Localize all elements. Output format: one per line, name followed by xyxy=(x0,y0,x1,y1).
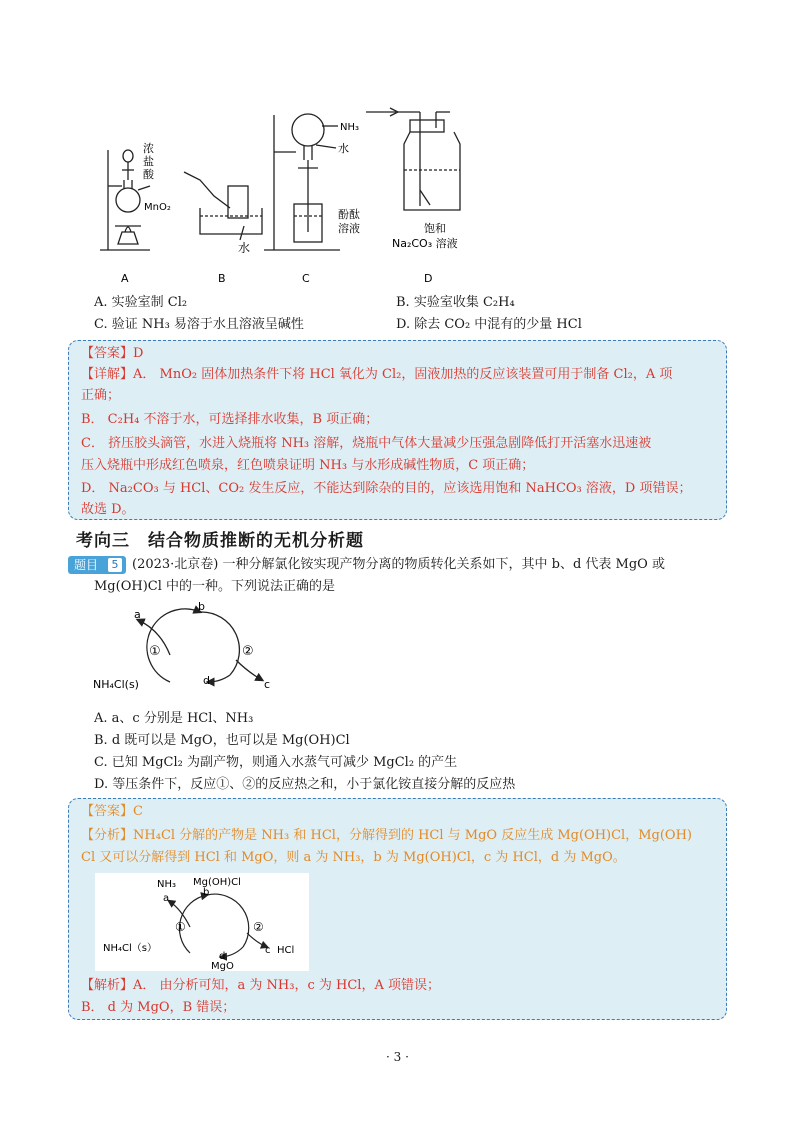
question-tag xyxy=(68,556,126,574)
q4-detail-line-3: B． C₂H₄ 不溶于水，可选择排水收集，B 项正确； xyxy=(81,412,379,427)
q5-stem-line-1: (2023·北京卷) 一种分解氯化铵实现产物分离的物质转化关系如下，其中 b、d 代表 MgO 或 xyxy=(132,557,665,572)
label-c-1: NH₃ xyxy=(340,122,360,133)
fig-d-bottom: MgO xyxy=(211,961,234,971)
q4-detail-line-6: D． Na₂CO₃ 与 HCl、CO₂ 发生反应，不能达到除杂的目的，应该选用饱和 NaHCO₃ 溶液，D 项错误； xyxy=(81,481,692,496)
q4-answer-box xyxy=(68,340,727,520)
fig-b: b xyxy=(203,887,210,898)
caption-a: A xyxy=(121,272,129,285)
fig-c: c xyxy=(265,945,271,956)
label-a-4: MnO₂ xyxy=(144,202,171,213)
q5-solution-line-2: B． d 为 MgO，B 错误； xyxy=(81,1000,236,1015)
q4-option-a: A. 实验室制 Cl₂ xyxy=(94,295,188,310)
answer-value: C xyxy=(133,804,143,819)
cycle-a: a xyxy=(134,608,141,621)
q4-detail-line-7: 故选 D。 xyxy=(81,502,135,517)
analysis-tag: 【分析】 xyxy=(81,828,134,843)
q4-option-b: B. 实验室收集 C₂H₄ xyxy=(396,295,515,310)
answer-tag: 【答案】 xyxy=(81,804,134,819)
question-number: 5 xyxy=(108,558,122,572)
caption-c: C xyxy=(302,272,310,285)
caption-d: D xyxy=(424,272,433,285)
fig-step-1: ① xyxy=(175,920,186,934)
fig-a: a xyxy=(163,893,170,904)
answer-tag: 【答案】 xyxy=(81,346,134,361)
q5-option-d: D. 等压条件下，反应①、②的反应热之和，小于氯化铵直接分解的反应热 xyxy=(94,777,516,792)
label-a-2: 盐 xyxy=(143,155,154,168)
page-number: · 3 · xyxy=(386,1050,409,1064)
cycle-step-2: ② xyxy=(242,644,254,659)
detail-text: A． MnO₂ 固体加热条件下将 HCl 氧化为 Cl₂，固液加热的反应该装置可用于制备 Cl₂，A 项 xyxy=(133,367,673,382)
fig-c-right: HCl xyxy=(277,945,295,956)
cycle-d: d xyxy=(203,674,210,687)
section-heading: 考向三 结合物质推断的无机分析题 xyxy=(76,531,364,551)
q5-analysis-line-2: Cl 又可以分解得到 HCl 和 MgO，则 a 为 NH₃，b 为 Mg(OH)Cl，c 为 HCl，d 为 MgO。 xyxy=(81,850,626,865)
caption-b: B xyxy=(218,272,226,285)
q5-option-c: C. 已知 MgCl₂ 为副产物，则通入水蒸气可减少 MgCl₂ 的产生 xyxy=(94,755,458,770)
cycle-start: NH₄Cl(s) xyxy=(93,678,139,691)
label-c-3: 酚酞 xyxy=(338,208,360,221)
solution-text: A． 由分析可知，a 为 NH₃，c 为 HCl，A 项错误； xyxy=(133,978,440,993)
apparatus-figure xyxy=(0,0,794,290)
label-a-1: 浓 xyxy=(143,142,154,155)
q5-answer-line xyxy=(81,803,143,821)
q5-solution-line-1 xyxy=(81,977,440,995)
label-d-2: Na₂CO₃ 溶液 xyxy=(392,237,458,250)
q4-detail-line-2: 正确； xyxy=(81,388,121,403)
analysis-figure xyxy=(95,873,309,971)
q5-answer-box xyxy=(68,798,727,1020)
q4-option-c: C. 验证 NH₃ 易溶于水且溶液呈碱性 xyxy=(94,317,304,332)
label-d-1: 饱和 xyxy=(424,222,446,235)
q4-answer-line xyxy=(81,345,143,363)
q4-option-d: D. 除去 CO₂ 中混有的少量 HCl xyxy=(396,317,582,332)
answer-value: D xyxy=(133,346,144,361)
label-c-2: 水 xyxy=(338,142,349,155)
fig-d: d xyxy=(219,951,226,962)
q4-detail-line-1 xyxy=(81,366,672,384)
label-c-4: 溶液 xyxy=(338,222,360,235)
q4-detail-line-5: 压入烧瓶中形成红色喷泉，红色喷泉证明 NH₃ 与水形成碱性物质，C 项正确； xyxy=(81,458,535,473)
q4-detail-line-4: C． 挤压胶头滴管，水进入烧瓶将 NH₃ 溶解，烧瓶中气体大量减少压强急剧降低打开活塞水迅速被 xyxy=(81,436,652,451)
label-a-3: 酸 xyxy=(143,168,154,181)
detail-tag: 【详解】 xyxy=(81,367,134,382)
cycle-b: b xyxy=(198,600,205,613)
analysis-text: NH₄Cl 分解的产物是 NH₃ 和 HCl，分解得到的 HCl 与 MgO 反应生成 Mg(OH)Cl，Mg(OH) xyxy=(133,828,692,843)
fig-b-top: Mg(OH)Cl xyxy=(193,877,241,888)
cycle-diagram xyxy=(90,600,290,700)
solution-tag: 【解析】 xyxy=(81,978,134,993)
fig-start: NH₄Cl（s） xyxy=(103,943,157,954)
question-tag-label: 题目 xyxy=(74,558,99,572)
q5-analysis-line-1 xyxy=(81,827,692,845)
cycle-step-1: ① xyxy=(149,644,161,659)
fig-step-2: ② xyxy=(253,920,264,934)
q5-stem-line-2: Mg(OH)Cl 中的一种。下列说法正确的是 xyxy=(94,579,336,594)
cycle-c: c xyxy=(264,678,271,691)
q5-option-b: B. d 既可以是 MgO，也可以是 Mg(OH)Cl xyxy=(94,733,350,748)
fig-a-top: NH₃ xyxy=(157,879,177,890)
label-b-1: 水 xyxy=(238,241,251,255)
q5-option-a: A. a、c 分别是 HCl、NH₃ xyxy=(94,711,254,726)
